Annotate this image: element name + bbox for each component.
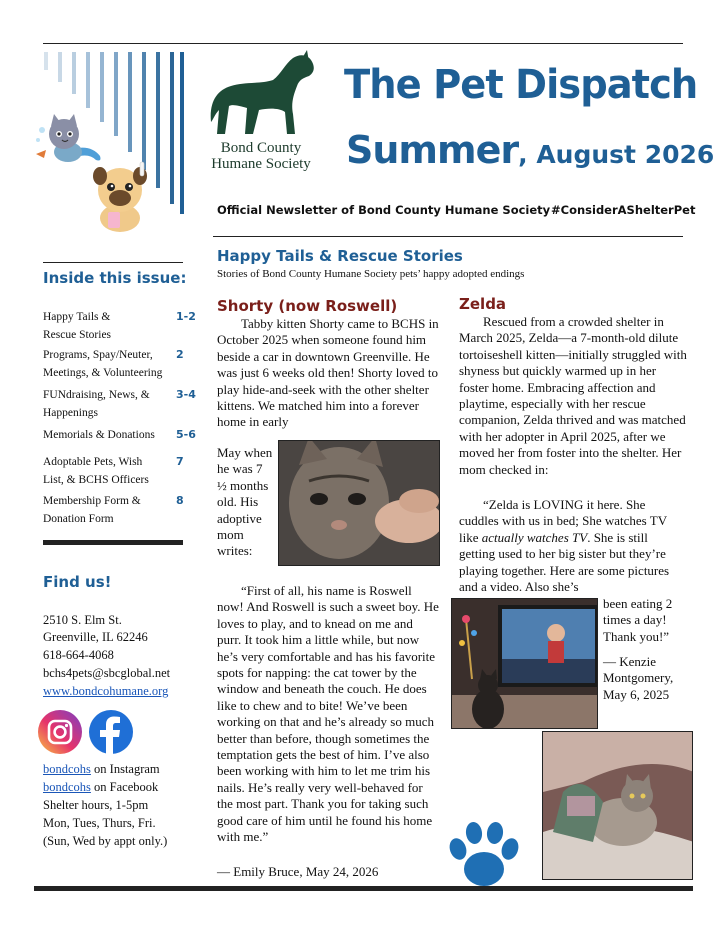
toc-item-pages: 2 xyxy=(176,348,184,361)
bchs-dog-logo xyxy=(203,50,321,138)
story-title-zelda: Zelda xyxy=(459,295,507,313)
facebook-line xyxy=(43,780,158,795)
toc-item-pages: 7 xyxy=(176,455,184,468)
top-rule xyxy=(43,43,683,44)
address-city: Greenville, IL 62246 xyxy=(43,630,148,644)
section-subtitle: Stories of Bond County Humane Society pets’ happy adopted endings xyxy=(217,268,525,280)
toc-item-label[interactable]: Happy Tails & Rescue Stories xyxy=(43,311,112,341)
issue-month-year: , August 2026 xyxy=(518,140,715,169)
zelda-cuddle-photo xyxy=(542,731,693,880)
shorty-signature: — Emily Bruce, May 24, 2026 xyxy=(217,864,379,879)
instagram-suffix: on Instagram xyxy=(90,762,160,776)
zelda-quote-continued: been eating 2 times a day! Thank you!” xyxy=(603,596,673,644)
instagram-line xyxy=(43,762,160,777)
zelda-quote: “Zelda is LOVING it here. She cuddles with us in bed; She watches TV like actually watches TV. She is still getting used to her big sister but they’re playing together. Here are some pictures and a video. Also she’s xyxy=(459,497,670,595)
shorty-intro-text: Tabby kitten Shorty came to BCHS in October 2025 when someone found him beside a car in downtown Greenville. He was just 6 weeks old then! Shorty loved to play hide-and-seek with the other shelter kittens. We matched him into a forever home in early xyxy=(217,316,439,430)
website-link[interactable]: www.bondcohumane.org xyxy=(43,684,169,698)
inside-issue-heading: Inside this issue: xyxy=(43,269,187,287)
email-address[interactable]: bchs4pets@sbcglobal.net xyxy=(43,666,171,680)
story-title-shorty: Shorty (now Roswell) xyxy=(217,297,398,315)
bottom-rule xyxy=(34,886,693,891)
newsletter-title: The Pet Dispatch xyxy=(344,62,698,108)
zelda-intro-text: Rescued from a crowded shelter in March 2025, Zelda—a 7-month-old dilute tortoiseshell kitten—initially struggled with shyness but quickly warmed up in her foster home. Embracing affection and playtime, especially with her rescue companion, Zelda thrived and was matched with her adopter in April 2025, after we moved her from foster into the shelter. Her mom checked in: xyxy=(459,314,687,477)
toc-item-pages: 1-2 xyxy=(176,310,196,323)
toc-item-pages: 8 xyxy=(176,494,184,507)
issue-date xyxy=(346,128,714,172)
section-title: Happy Tails & Rescue Stories xyxy=(217,247,463,265)
zelda-tv-photo xyxy=(451,598,598,729)
sidebar-top-rule xyxy=(43,262,183,263)
toc-item-label[interactable]: Programs, Spay/Neuter, Meetings, & Volunteering xyxy=(43,349,163,379)
shorty-intro-continued: May when he was 7 ½ months old. His adoptive mom writes: xyxy=(217,445,273,559)
facebook-suffix: on Facebook xyxy=(90,780,159,794)
hashtag: #ConsiderAShelterPet xyxy=(551,203,696,217)
facebook-link[interactable]: bondcohs xyxy=(43,780,91,794)
toc-item-label[interactable]: Adoptable Pets, Wish List, & BCHS Officers xyxy=(43,456,149,486)
toc-item-pages: 3-4 xyxy=(176,388,196,401)
newsletter-tagline: Official Newsletter of Bond County Humane Society xyxy=(217,203,551,217)
org-name: Bond County Humane Society xyxy=(211,140,311,172)
address-street: 2510 S. Elm St. xyxy=(43,613,122,627)
instagram-link[interactable]: bondcohs xyxy=(43,762,91,776)
issue-season: Summer xyxy=(346,128,519,172)
phone-number: 618-664-4068 xyxy=(43,648,114,662)
facebook-icon[interactable] xyxy=(88,709,134,755)
shelter-appointment-note: (Sun, Wed by appt only.) xyxy=(43,834,168,848)
shorty-photo xyxy=(278,440,440,566)
instagram-icon[interactable] xyxy=(37,709,83,755)
shorty-quote: “First of all, his name is Roswell now! And Roswell is such a sweet boy. He loves to play, and to knead on me and purr. It took him a little while, but now he’s very comfortable and has his favorite spots for napping: the cat tower by the window and beneath the couch. He does like to chew and to bite! We’ve been working on that and he’s already so much better than before, though sometimes the temptation gets the best of him. I’ve also been working with him to let me trim his nails. He’s really very well-behaved for the most part. Thank you for taking such good care of him until he found his home with me.” xyxy=(217,583,439,845)
sidebar-thick-rule xyxy=(43,540,183,545)
toc-item-label[interactable]: Membership Form & Donation Form xyxy=(43,495,141,525)
paw-print-icon xyxy=(445,817,523,895)
zelda-signature: — Kenzie Montgomery, May 6, 2025 xyxy=(603,654,674,702)
shelter-days: Mon, Tues, Thurs, Fri. xyxy=(43,816,156,830)
header-bottom-rule xyxy=(213,236,683,237)
toc-item-label[interactable]: Memorials & Donations xyxy=(43,429,155,441)
toc-item-label[interactable]: FUNdraising, News, & Happenings xyxy=(43,389,150,419)
pug-sticker-icon xyxy=(86,160,158,236)
shelter-hours: Shelter hours, 1-5pm xyxy=(43,798,149,812)
toc-item-pages: 5-6 xyxy=(176,428,196,441)
find-us-heading: Find us! xyxy=(43,573,112,591)
